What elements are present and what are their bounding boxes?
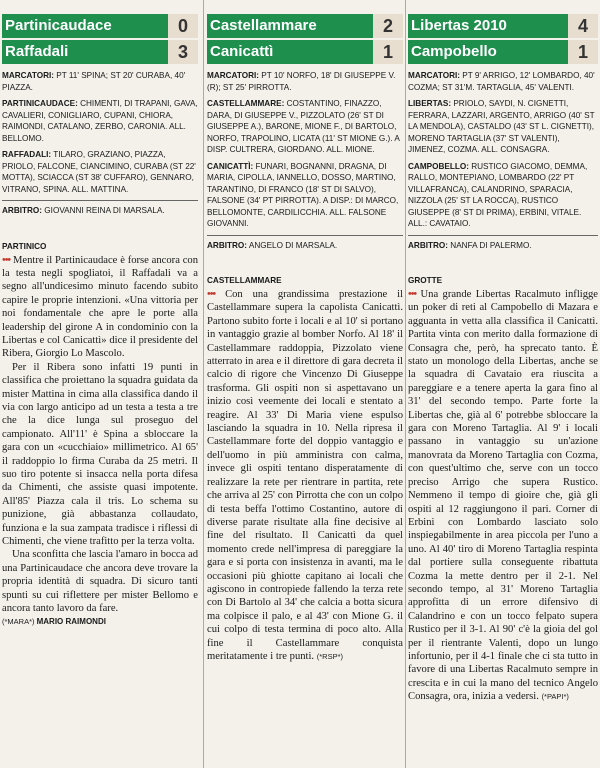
match-column-grotte xyxy=(408,0,598,768)
scorers: MARCATORI: PT 11' SPINA; ST 20' CURABA, 40' PIAZZA. xyxy=(2,71,186,92)
away-lineup: CAMPOBELLO: RUSTICO GIACOMO, DEMMA, RALLO, MONTEPIANO, LOMBARDO (22' PT VILLAFRANCA), CALANDRINO, SPARACIA, NIZZOLA (25' ST LA ROCCA), RUSTICO GIUSEPPE (8' ST DI PRIMA), ERBINI, VITALE. ALL.: CAVATAIO. xyxy=(408,161,588,228)
team-name: Campobello xyxy=(411,43,497,60)
bullet-dots-icon: ••• xyxy=(207,289,216,300)
team-name: Partinicaudace xyxy=(5,17,112,34)
referee: ARBITRO: NANFA DI PALERMO. xyxy=(408,240,532,250)
team-score: 1 xyxy=(568,40,598,64)
referee: ARBITRO: ANGELO DI MARSALA. xyxy=(207,240,338,250)
article-location: CASTELLAMMARE xyxy=(207,276,282,285)
match-facts xyxy=(408,70,598,251)
paragraph: ••• Con una grandissima prestazione il Castellammare supera la capolista Canicattì. Partono subito forte i locali e al 10' si portano in vantaggio grazie al bomber Norfo. Al 18' il Castellammare raddoppia, Pizzolato viene atterrato in area e il direttore di gara decreta il calcio di rigore che Vincenzo Di Giuseppe trasforma. Gli ospiti non si aspettavano un inizio così veemente dei locali e stentato a reagire. Al 33' Di Maria viene espulso lasciando la squadra in 10. Nella ripresa il Castellammare forte del doppio vantaggio e dell'uomo in più amministra con calma, invece gli ospiti tentano disperatamente di realizzare la rete per rientrare in partita, rete che arriva al 25' con Pirrotta che con un colpo di testa beffa l'ottimo Costantino, autore di diverse parate risultate alla fine decisive al fine del risultato. Il Canicattì da quel momento crede nell'impresa di pareggiare la gara e si porta con insistenza in avanti, ma le occasioni più ghiotte capitano ai locali che agiscono in contropiede fallendo la terza rete con Di Bartolo al 34' che calcia a botta sicura ma colpisce il palo, e al 43' con Mione G. il cui colpo di testa termina di poco alto. Alla fine il Castellammare conquista meritatamente i tre punti. (*RSP*) xyxy=(207,289,403,662)
referee: ARBITRO: GIOVANNI REINA DI MARSALA. xyxy=(2,206,165,215)
byline: (*RSP*) xyxy=(316,651,343,661)
paragraph: Per il Ribera sono infatti 19 punti in classifica che proiettano la squadra guidata da mister Mattina in cima alla classifica dando il via con largo anticipo ad un testa a testa a tre che la dice lunga sul proseguo del campionato. All'11' è Spina a sbloccare la gara con un «cucchiaio» millimetrico. Al 65' il raddoppio lo firma Curaba da 25 metri. Il suo tiro potente si insacca nella porta difesa da Chimenti, che assiste quasi impotente. All'85' Piazza cala il tris. Lo schema su punizione, già abbastanza collaudato, funziona e la sua zampata tradisce i riflessi di Chimenti, che viene trafitto per la terza volta. xyxy=(2,361,198,548)
article-body xyxy=(2,254,198,629)
match-column-partinico xyxy=(2,0,198,768)
bullet-dots-icon: ••• xyxy=(408,289,417,300)
column-divider xyxy=(405,0,406,768)
away-lineup: RAFFADALI: TILARO, GRAZIANO, PIAZZA, PRIOLO, FALCONE, CIANCIMINO, CURABA (ST 22' MOTTA), SCIACCA (ST 38' CUFFARO), GENNARO, VITRANO, SPINA. ALL. MATTINA. xyxy=(2,150,196,194)
home-lineup: LIBERTAS: PRIOLO, SAYDI, N. CIGNETTI, FERRARA, LAZZARI, ARGENTO, ARRIGO (40' ST LA MENDOLA), CASTALDO (43' ST L. CIGNETTI), MORENO TARTAGLIA (37' ST VALENTI), JIMENEZ, COZMA. ALL. CONSAGRA. xyxy=(408,99,595,154)
paragraph: Una sconfitta che lascia l'amaro in bocca ad una Partinicaudace che ancora deve trovare la propria identità di squadra. Di sicuro tanti spunti su cui riflettere per mister Bellomo e ancora tanto lavoro da fare. xyxy=(2,549,198,615)
divider xyxy=(2,200,198,201)
paragraph: ••• Mentre il Partinicaudace è forse ancora con la testa negli spogliatoi, il Raffadali va a segno all'undicesimo minuto facendo subito capire le proprie intenzioni. «Una vittoria per noi fondamentale che apre le porte alla leadership del girone A in condominio con la Libertas e col Canicattì» dice il presidente del Ribera, Giorgio Lo Mascolo. xyxy=(2,254,199,360)
bullet-dots-icon: ••• xyxy=(2,254,11,266)
scoreboard-row xyxy=(408,14,598,38)
home-lineup: PARTINICAUDACE: CHIMENTI, DI TRAPANI, GAVA, CAVALIERI, CONIGLIARO, CUPANI, CHIORA, RAIMONDI, CATALANO, ZERBO, CARONIA. ALL. BELLOMO. xyxy=(2,99,198,143)
team-score: 4 xyxy=(568,14,598,38)
byline: (*MARA*) MARIO RAIMONDI xyxy=(2,617,106,627)
scoreboard-row xyxy=(2,14,198,38)
paragraph: ••• Una grande Libertas Racalmuto infligge un poker di reti al Campobello di Mazara e agguanta in vetta alla classifica il Canicattì. Partita vinta con merito dalla formazione di Consagra che, però, ha sprecato tanto. È stato un monologo della Libertas, anche se la squadra di Cavataio era riuscita a pareggiare e a tenere aperta la gara fino al 31' del secondo tempo. Parte forte la Libertas che, già al 6' potrebbe sbloccare la gara con Moreno Tartaglia. Al 9' i locali passano in vantaggio su un'azione manovrata da Moreno Tartaglia con Cozma, con quest'ultimo che, serve con un tocco preciso Arrigo che supera Rustico. Nemmeno il tempo di gioire che, già gli ospiti al 12 raggiungono il pari. Corner di Erbini con Lombardo lasciato solo inspiegabilmente in area piccola per l'uno a uno. Al 40' tiro di Moreno Tartaglia respinta dal portiere sulla conseguente ribattuta Cozma la mette dentro per il 2-1. Nel secondo tempo, al 31' Moreno Tartaglia approfitta di un errore difensivo di Calandrino e con un tocco felpato supera Rustico per il 3-1. Al 90' c'è la gioia del gol per il rientrante Valenti, dopo un lungo infortunio, per il 4-1 finale che ci sta tutto in favore di una Libertas Racalmuto sempre in crescita e in cui la mano del tecnico Angelo Consagra, ora, inizia a vedersi. (*PAPI*) xyxy=(408,289,598,703)
article-body xyxy=(408,288,598,704)
article-body xyxy=(207,288,403,663)
team-score: 2 xyxy=(373,14,403,38)
article-location: PARTINICO xyxy=(2,241,47,251)
match-facts xyxy=(207,70,403,251)
team-score: 0 xyxy=(168,14,198,38)
team-name: Canicattì xyxy=(210,43,274,60)
article-location: GROTTE xyxy=(408,276,443,285)
home-lineup: CASTELLAMMARE: COSTANTINO, FINAZZO, DARA, DI GIUSEPPE V., PIZZOLATO (26' ST DI GIUSEPPE A.), BARONE, MIONE F., DI BARTOLO, NORFO, TRAPOLINO, LICATA (11' ST MIONE G.). A DISP. CULTRERA, GIORDANO. ALL. MIONE. xyxy=(207,99,400,154)
scoreboard-row xyxy=(408,40,598,64)
away-lineup: CANICATTÌ: FUNARI, BOGNANNI, DRAGNA, DI MARIA, CIPOLLA, IANNELLO, DOSSO, MARTINO, TARANTINO, DI FRANCO (18' ST DI SALVO), FALSONE (34' PT PIRROTTA). A DISP.: DI MARCO, BELLOMONTE, CARDILICCHIA. ALL. FALSONE GIOVANNI. xyxy=(207,161,399,228)
team-score: 1 xyxy=(373,40,403,64)
team-name: Libertas 2010 xyxy=(411,17,507,34)
team-name: Castellammare xyxy=(210,17,317,34)
scorers: MARCATORI: PT 9' ARRIGO, 12' LOMBARDO, 40' COZMA; ST 31'M. TARTAGLIA, 45' VALENTI. xyxy=(408,71,595,92)
team-score: 3 xyxy=(168,40,198,64)
scoreboard-row xyxy=(207,40,403,64)
divider xyxy=(207,235,403,236)
match-column-castellammare xyxy=(207,0,403,768)
scorers: MARCATORI: PT 10' NORFO, 18' DI GIUSEPPE V. (R); ST 25' PIRROTTA. xyxy=(207,71,396,92)
divider xyxy=(408,235,598,236)
column-divider xyxy=(203,0,204,768)
byline: (*PAPI*) xyxy=(541,692,569,702)
scoreboard-row xyxy=(207,14,403,38)
match-facts xyxy=(2,70,198,217)
team-name: Raffadali xyxy=(5,43,69,60)
scoreboard-row xyxy=(2,40,198,64)
